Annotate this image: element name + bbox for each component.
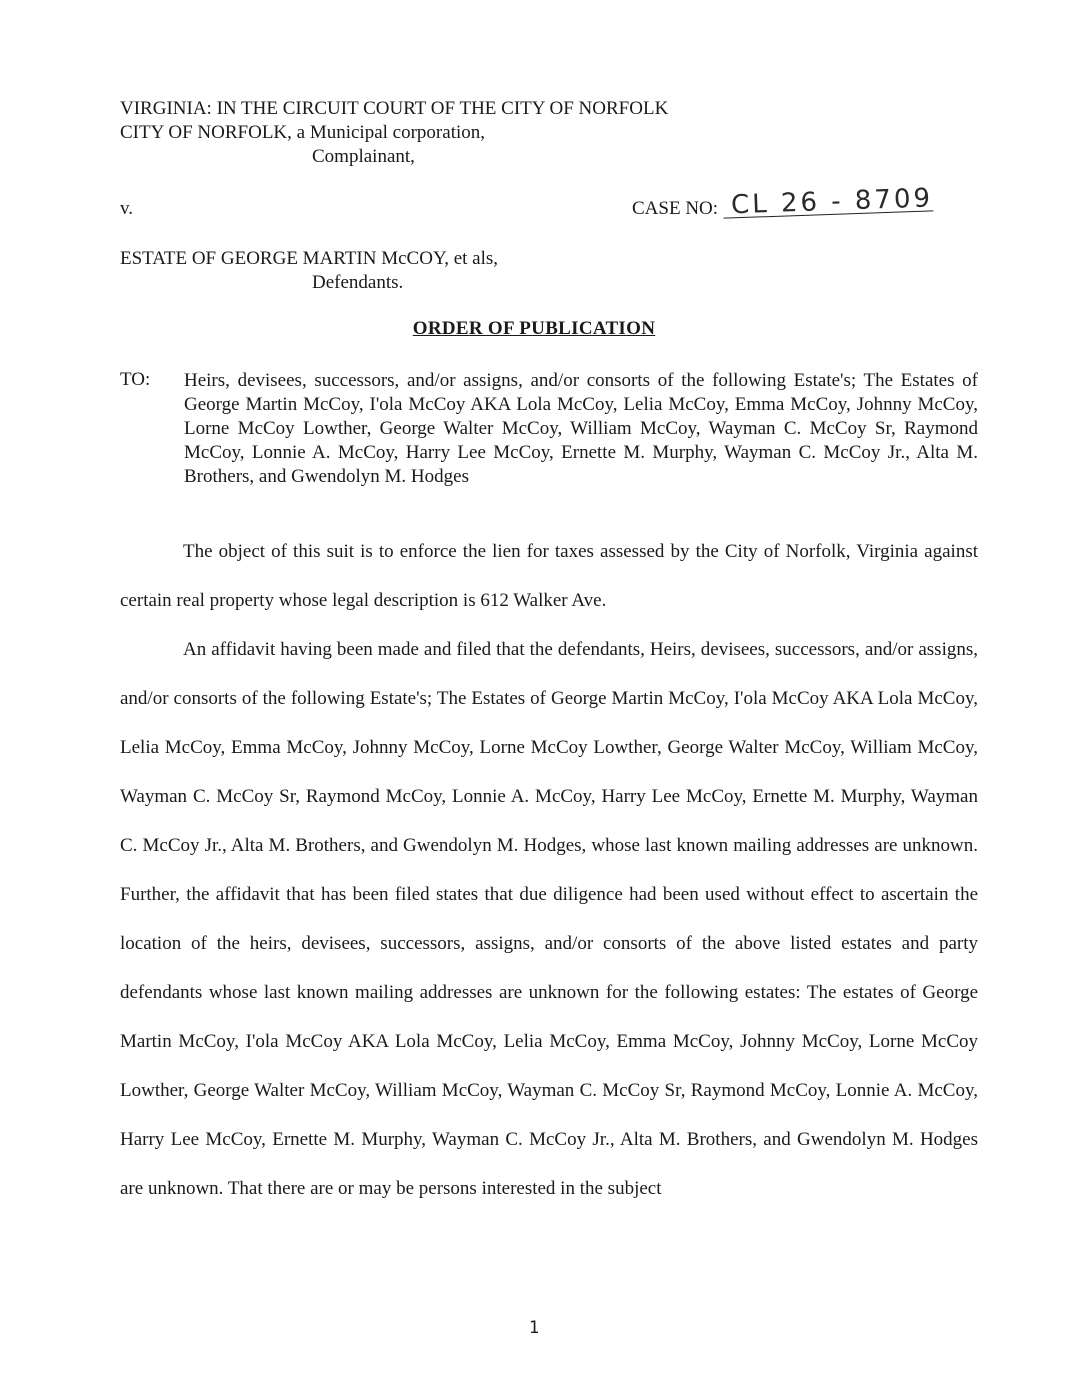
versus-label: v. [120,198,134,219]
defendant-role: Defendants. [312,272,404,293]
paragraph-affidavit: An affidavit having been made and filed that the defendants, Heirs, devisees, successors, and/or assigns, and/or consorts of the following Estate's; The Estates of George Martin McCoy, I'ola McCoy AKA Lola McCoy, Lelia McCoy, Emma McCoy, Johnny McCoy, Lorne McCoy Lowther, George Walter McCoy, William McCoy, Wayman C. McCoy Sr, Raymond McCoy, Lonnie A. McCoy, Harry Lee McCoy, Ernette M. Murphy, Wayman C. McCoy Jr., Alta M. Brothers, and Gwendolyn M. Hodges, whose last known mailing addresses are unknown. Further, the affidavit that has been filed states that due diligence had been used without effect to ascertain the location of the heirs, devisees, successors, assigns, and/or consorts of the above listed estates and party defendants whose last known mailing addresses are unknown for the following estates: The estates of George Martin McCoy, I'ola McCoy AKA Lola McCoy, Lelia McCoy, Emma McCoy, Johnny McCoy, Lorne McCoy Lowther, George Walter McCoy, William McCoy, Wayman C. McCoy Sr, Raymond McCoy, Lonnie A. McCoy, Harry Lee McCoy, Ernette M. Murphy, Wayman C. McCoy Jr., Alta M. Brothers, and Gwendolyn M. Hodges are unknown. That there are or may be persons interested in the subject [120,639,978,1199]
plaintiff-role: Complainant, [312,146,415,167]
paragraph-object-of-suit: The object of this suit is to enforce the lien for taxes assessed by the City of Norfolk, Virginia against certain real property whose legal description is 612 Walker Ave. [120,541,978,611]
page-number: 1 [528,1318,540,1338]
to-recipients: Heirs, devisees, successors, and/or assigns, and/or consorts of the following Estate's; The Estates of George Martin McCoy, I'ola McCoy AKA Lola McCoy, Lelia McCoy, Emma McCoy, Johnny McCoy, Lorne McCoy Lowther, George Walter McCoy, William McCoy, Wayman C. McCoy Sr, Raymond McCoy, Lonnie A. McCoy, Harry Lee McCoy, Ernette M. Murphy, Wayman C. McCoy Jr., Alta M. Brothers, and Gwendolyn M. Hodges [184,370,978,487]
case-number [632,183,934,221]
defendant-name: ESTATE OF GEORGE MARTIN McCOY, et als, [120,248,499,269]
plaintiff-name: CITY OF NORFOLK, a Municipal corporation, [120,122,485,143]
court-heading: VIRGINIA: IN THE CIRCUIT COURT OF THE CITY OF NORFOLK [120,98,669,119]
document-title: ORDER OF PUBLICATION [412,318,656,339]
case-number-handwritten: CL 26 - 8709 [722,186,933,218]
case-number-label: CASE NO: [632,198,719,219]
to-label: TO: [120,369,151,390]
